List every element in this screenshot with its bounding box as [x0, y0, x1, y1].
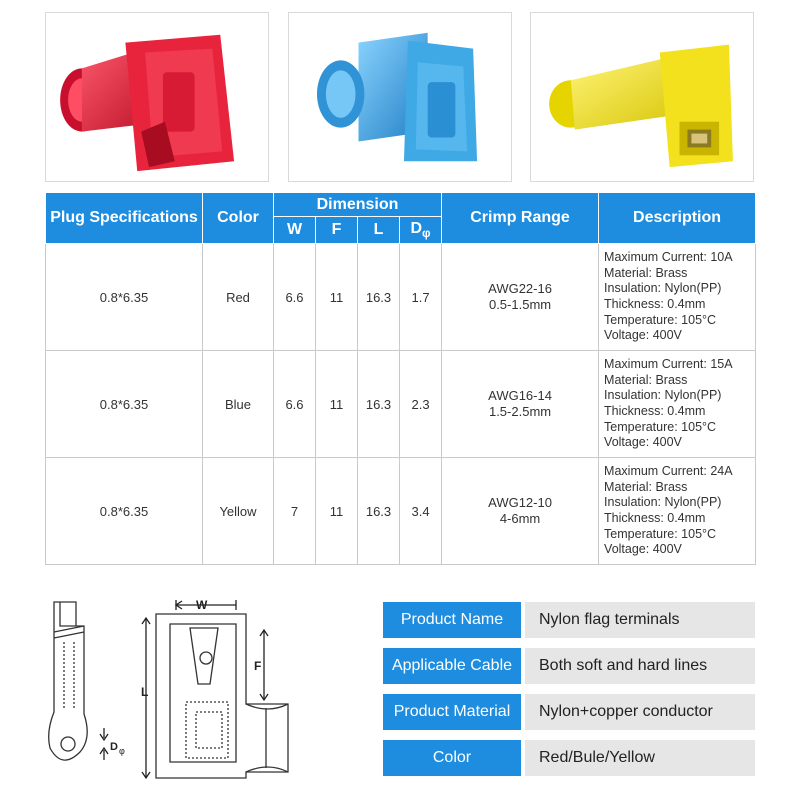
info-row-product-material	[383, 694, 755, 730]
info-label: Applicable Cable	[383, 648, 521, 684]
cell-plug: 0.8*6.35	[46, 458, 203, 565]
info-row-applicable-cable	[383, 648, 755, 684]
header-plug: Plug Specifications	[46, 193, 203, 244]
label-d: D	[110, 741, 118, 753]
cell-plug: 0.8*6.35	[46, 351, 203, 458]
info-row-product-name	[383, 602, 755, 638]
table-row	[46, 244, 756, 351]
label-l: L	[141, 685, 149, 699]
spec-table	[45, 192, 756, 565]
cell-d: 1.7	[400, 244, 442, 351]
cell-l: 16.3	[358, 351, 400, 458]
table-row	[46, 458, 756, 565]
info-value: Nylon+copper conductor	[525, 694, 755, 730]
label-w: W	[196, 598, 208, 612]
cell-crimp: AWG22-16 0.5-1.5mm	[442, 244, 599, 351]
header-w: W	[274, 217, 316, 244]
cell-w: 6.6	[274, 244, 316, 351]
cell-description: Maximum Current: 10A Material: Brass Insulation: Nylon(PP) Thickness: 0.4mm Temperature: 105°C Voltage: 400V	[599, 244, 756, 351]
info-value: Red/Bule/Yellow	[525, 740, 755, 776]
yellow-terminal-photo	[530, 12, 754, 182]
cell-description: Maximum Current: 15A Material: Brass Insulation: Nylon(PP) Thickness: 0.4mm Temperature: 105°C Voltage: 400V	[599, 351, 756, 458]
front-view	[156, 614, 288, 778]
info-value: Nylon flag terminals	[525, 602, 755, 638]
header-l: L	[358, 217, 400, 244]
header-color: Color	[203, 193, 274, 244]
info-row-color	[383, 740, 755, 776]
header-crimp: Crimp Range	[442, 193, 599, 244]
info-value: Both soft and hard lines	[525, 648, 755, 684]
cell-l: 16.3	[358, 458, 400, 565]
cell-plug: 0.8*6.35	[46, 244, 203, 351]
cell-color: Yellow	[203, 458, 274, 565]
red-terminal-photo	[45, 12, 269, 182]
cell-l: 16.3	[358, 244, 400, 351]
info-label: Product Material	[383, 694, 521, 730]
cell-w: 7	[274, 458, 316, 565]
cell-w: 6.6	[274, 351, 316, 458]
cell-crimp: AWG16-14 1.5-2.5mm	[442, 351, 599, 458]
info-label: Product Name	[383, 602, 521, 638]
header-d: $D_\varphi$	[400, 217, 442, 244]
cell-crimp: AWG12-10 4-6mm	[442, 458, 599, 565]
cell-d: 2.3	[400, 351, 442, 458]
info-label: Color	[383, 740, 521, 776]
cell-description: Maximum Current: 24A Material: Brass Insulation: Nylon(PP) Thickness: 0.4mm Temperature: 105°C Voltage: 400V	[599, 458, 756, 565]
side-view	[49, 602, 88, 760]
label-d-sub: φ	[119, 746, 125, 756]
technical-drawing	[40, 592, 360, 792]
header-description: Description	[599, 193, 756, 244]
table-row	[46, 351, 756, 458]
cell-color: Blue	[203, 351, 274, 458]
cell-d: 3.4	[400, 458, 442, 565]
cell-f: 11	[316, 351, 358, 458]
cell-f: 11	[316, 458, 358, 565]
blue-terminal-photo	[288, 12, 512, 182]
header-dimension: Dimension	[274, 193, 442, 217]
header-f: F	[316, 217, 358, 244]
cell-color: Red	[203, 244, 274, 351]
label-f: F	[254, 659, 262, 673]
cell-f: 11	[316, 244, 358, 351]
